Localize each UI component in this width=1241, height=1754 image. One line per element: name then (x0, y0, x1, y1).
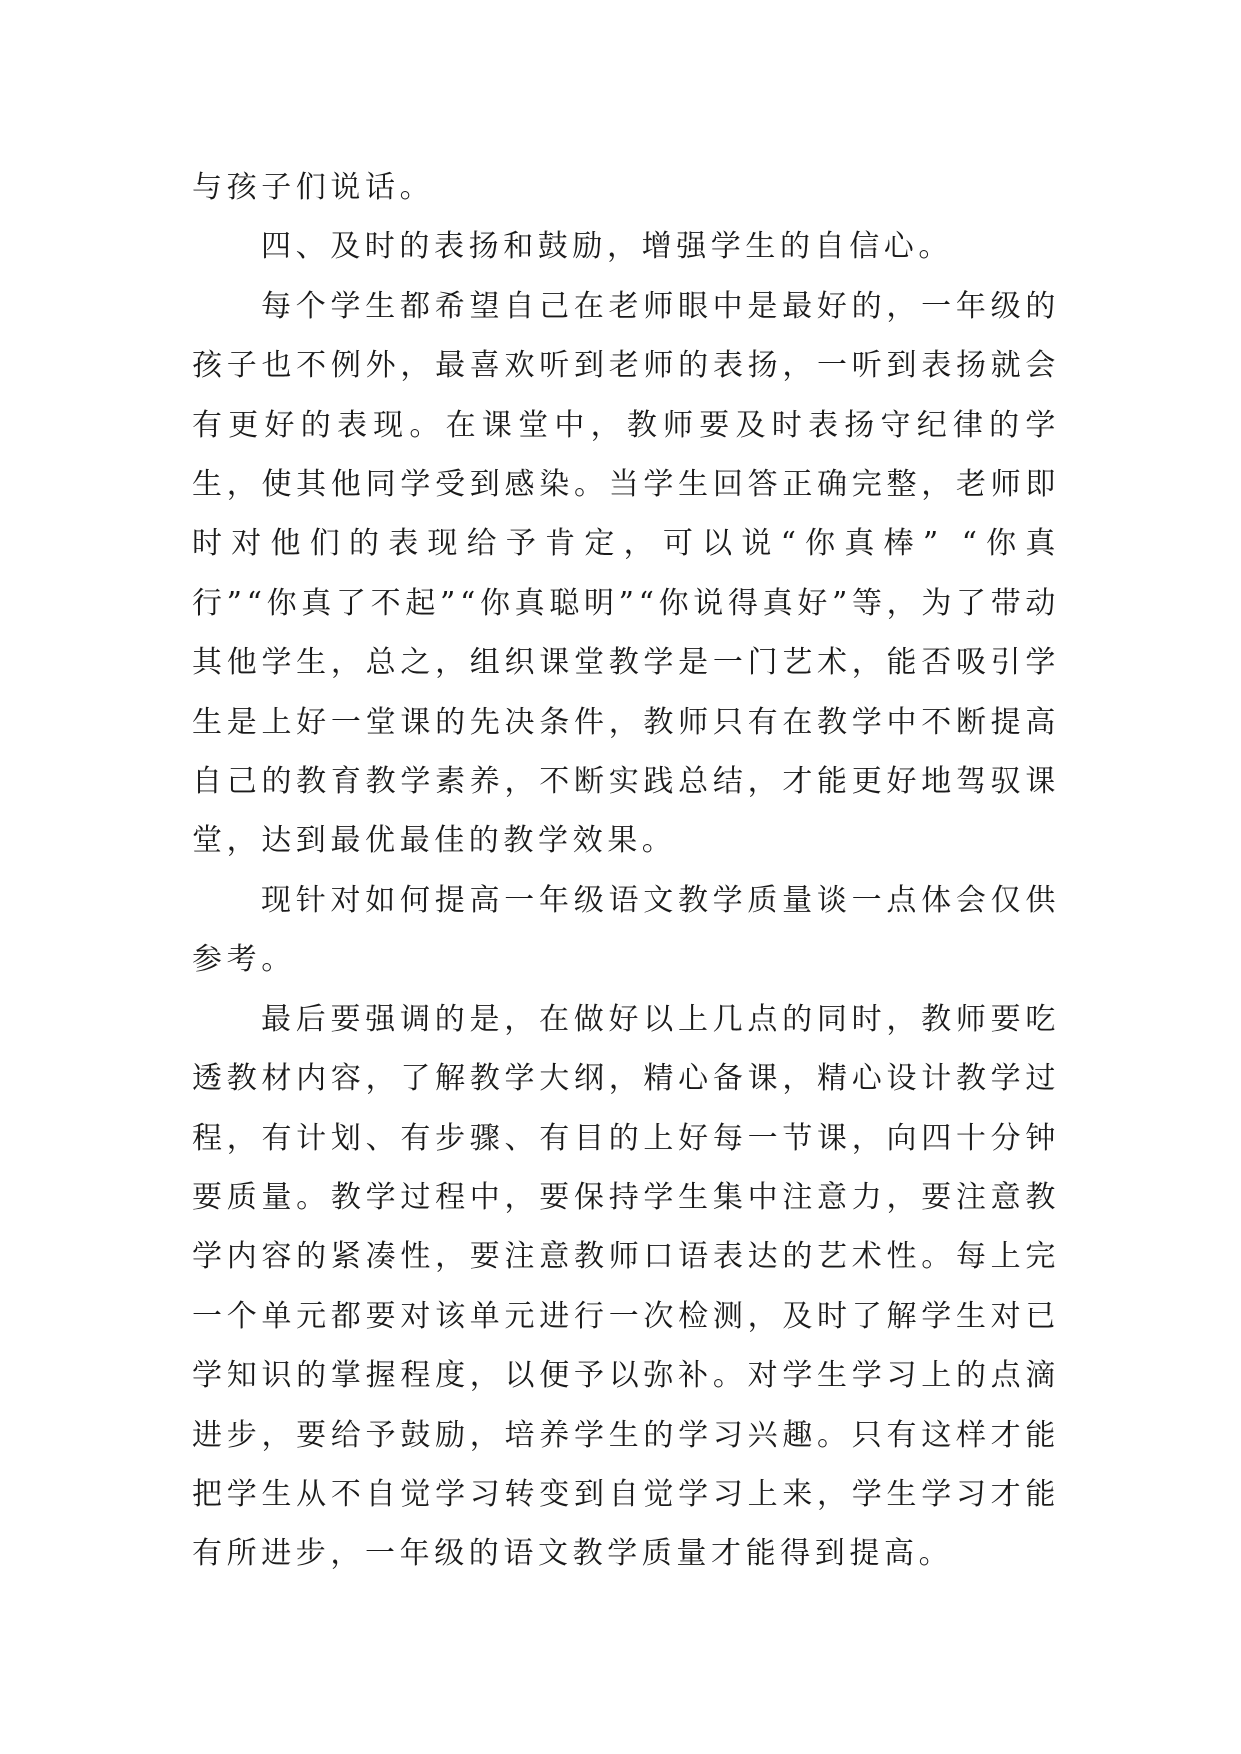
paragraph-conclusion: 最后要强调的是，在做好以上几点的同时，教师要吃透教材内容，了解教学大纲，精心备课，精心设计教学过程，有计划、有步骤、有目的上好每一节课，向四十分钟要质量。教学过程中，要保持学生集中注意力，要注意教学内容的紧凑性，要注意教师口语表达的艺术性。每上完一个单元都要对该单元进行一次检测，及时了解学生对已学知识的掌握程度，以便予以弥补。对学生学习上的点滴进步，要给予鼓励，培养学生的学习兴趣。只有这样才能把学生从不自觉学习转变到自觉学习上来，学生学习才能有所进步，一年级的语文教学质量才能得到提高。 (192, 1001, 1060, 1572)
document-body (192, 158, 1060, 1584)
paragraph-praise: 每个学生都希望自己在老师眼中是最好的，一年级的孩子也不例外，最喜欢听到老师的表扬，一听到表扬就会有更好的表现。在课堂中，教师要及时表扬守纪律的学生，使其他同学受到感染。当学生回答正确完整，老师即时对他们的表现给予肯定，可以说“你真棒” “你真行”“你真了不起”“你真聪明”“你说得真好”等，为了带动其他学生，总之，组织课堂教学是一门艺术，能否吸引学生是上好一堂课的先决条件，教师只有在教学中不断提高自己的教育教学素养，不断实践总结，才能更好地驾驭课堂，达到最优最佳的教学效果。 (192, 288, 1060, 859)
paragraph-continuation: 与孩子们说话。 (192, 170, 435, 205)
paragraph-reference: 现针对如何提高一年级语文教学质量谈一点体会仅供参考。 (192, 882, 1060, 978)
section-heading-4: 四、及时的表扬和鼓励，增强学生的自信心。 (261, 229, 953, 265)
